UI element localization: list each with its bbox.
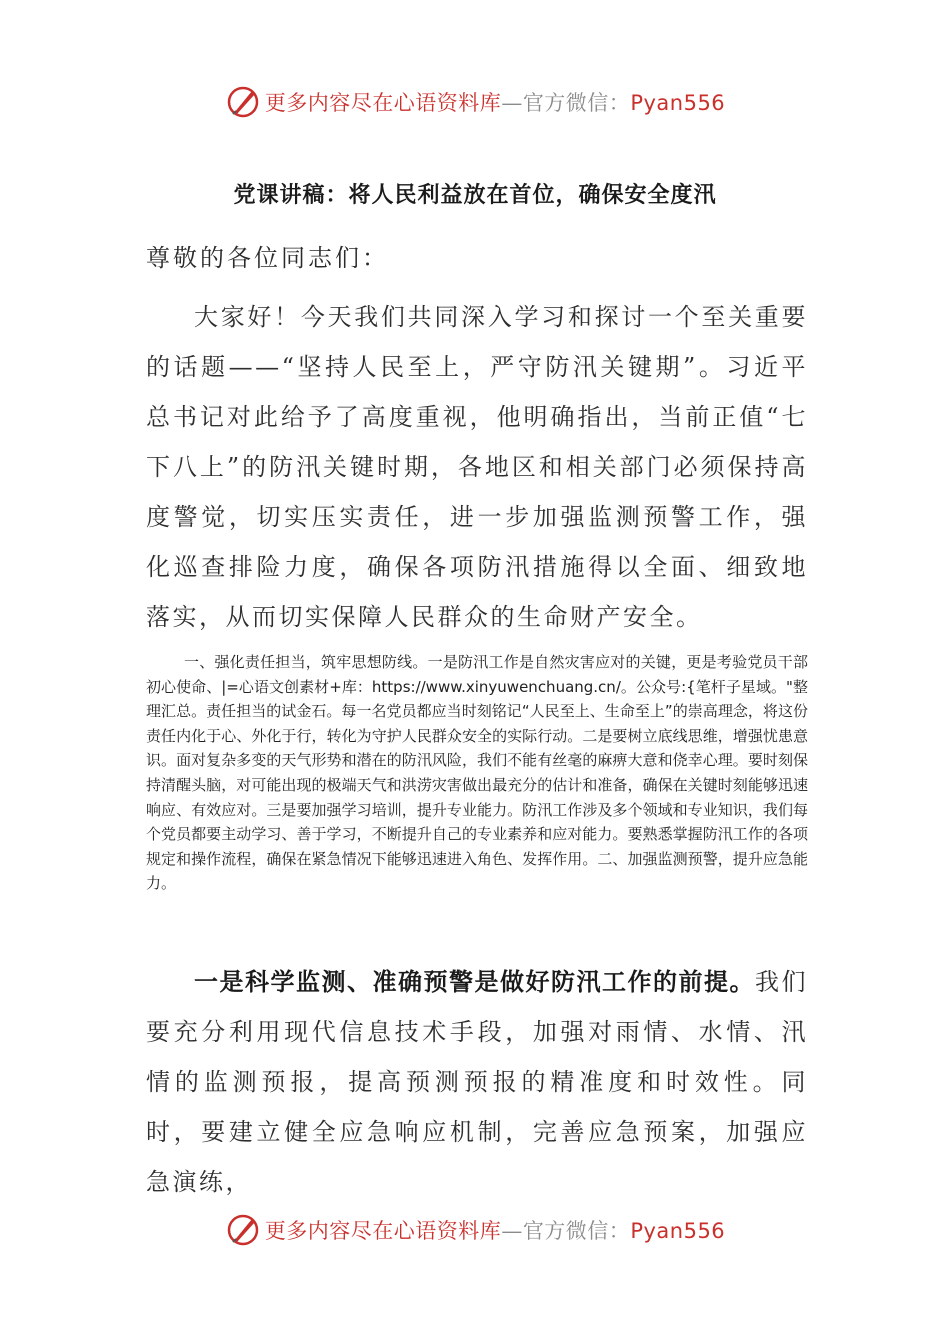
watermark-main-text: 更多内容尽在心语资料库 xyxy=(264,1219,502,1243)
salutation: 尊敬的各位同志们： xyxy=(146,244,389,272)
watermark-banner-bottom xyxy=(0,1210,950,1250)
watermark-main-text: 更多内容尽在心语资料库 xyxy=(264,91,502,115)
paragraph-lead-bold: 一是科学监测、准确预警是做好防汛工作的前提。 xyxy=(194,968,755,996)
watermark-sub-text: —官方微信： xyxy=(501,91,631,115)
paragraph-section-one: 一、强化责任担当，筑牢思想防线。一是防汛工作是自然灾害应对的关键，更是考验党员干部初心使命、|=心语文创素材+库：https://www.xinyuwenchuang.cn/。公众号:{笔杆子星域。"整理汇总。责任担当的试金石。每一名党员都应当时刻铭记“人民至上、生命至上”的崇高理念，将这份责任内化于心、外化于行，转化为守护人民群众安全的实际行动。二是要树立底线思维，增强忧患意识。面对复杂多变的天气形势和潜在的防汛风险，我们不能有丝毫的麻痹大意和侥幸心理。要时刻保持清醒头脑，对可能出现的极端天气和洪涝灾害做出最充分的估计和准备，确保在关键时刻能够迅速响应、有效应对。三是要加强学习培训，提升专业能力。防汛工作涉及多个领域和专业知识，我们每个党员都要主动学习、善于学习，不断提升自己的专业素养和应对能力。要熟悉掌握防汛工作的各项规定和操作流程，确保在紧急情况下能够迅速进入角色、发挥作用。二、加强监测预警，提升应急能力。 xyxy=(146,653,808,893)
watermark-banner-top xyxy=(0,82,950,122)
watermark-wechat-id: Pyan556 xyxy=(630,91,726,115)
paragraph-monitoring-text: 我们要充分利用现代信息技术手段，加强对雨情、水情、汛情的监测预报，提高预测预报的精准度和时效性。同时，要建立健全应急响应机制，完善应急预案，加强应急演练， xyxy=(146,968,808,1196)
quill-logo-icon xyxy=(225,1212,261,1248)
watermark-wechat-id: Pyan556 xyxy=(630,1219,726,1243)
document-title: 党课讲稿：将人民利益放在首位，确保安全度汛 xyxy=(233,183,717,208)
paragraph-monitoring xyxy=(146,957,808,1207)
paragraph-intro: 大家好！今天我们共同深入学习和探讨一个至关重要的话题——“坚持人民至上，严守防汛关键期”。习近平总书记对此给予了高度重视，他明确指出，当前正值“七下八上”的防汛关键时期，各地区和相关部门必须保持高度警觉，切实压实责任，进一步加强监测预警工作，强化巡查排险力度，确保各项防汛措施得以全面、细致地落实，从而切实保障人民群众的生命财产安全。 xyxy=(146,303,808,631)
watermark-sub-text: —官方微信： xyxy=(501,1219,631,1243)
quill-logo-icon xyxy=(225,84,261,120)
